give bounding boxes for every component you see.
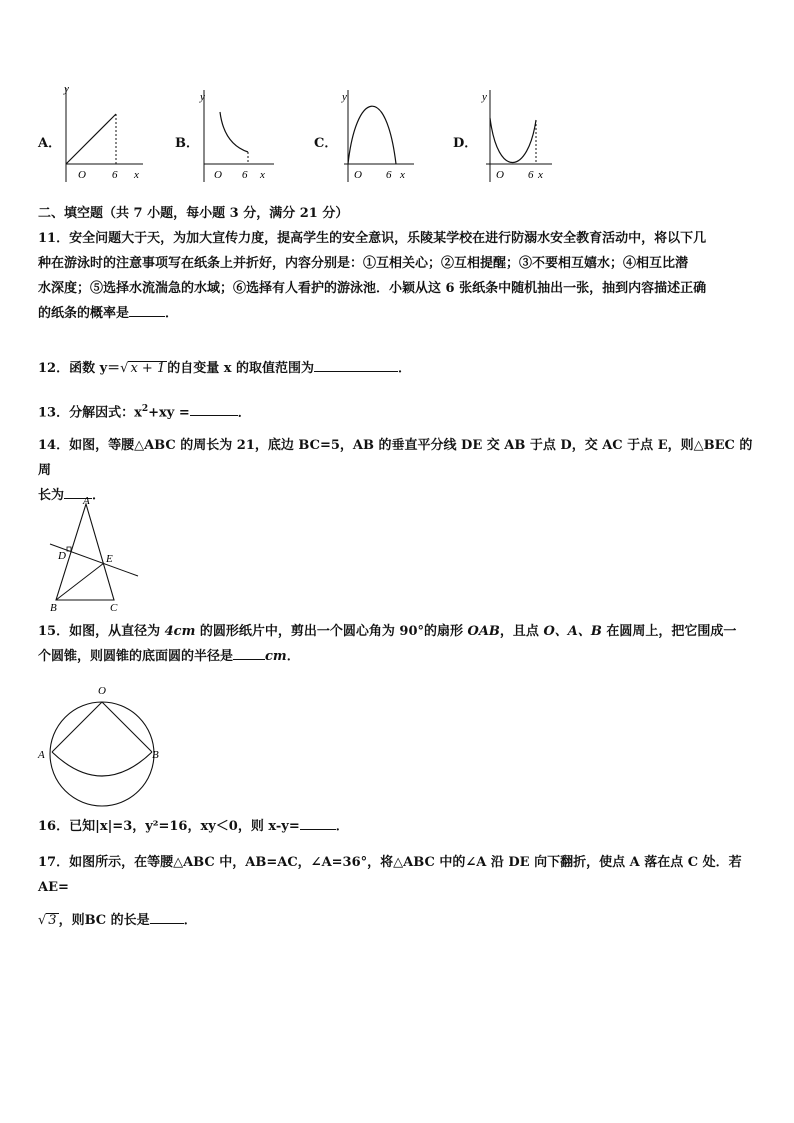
radicand: x + 1 [130, 361, 166, 376]
axis-y: y [342, 91, 347, 103]
answer-blank[interactable] [233, 645, 265, 660]
question-16: 16．已知|x|=3，y²=16，xy＜0，则 x-y= ． [38, 814, 758, 839]
question-13: 13．分解因式：$x^2+xy$ = ． [38, 397, 758, 425]
option-b-graph [196, 82, 286, 186]
circle-sector-figure [36, 682, 166, 812]
label-c: C [110, 602, 118, 614]
axis-x: x [134, 169, 139, 181]
tick-6: 6 [112, 169, 118, 181]
option-d-graph [478, 82, 568, 186]
origin: O [354, 169, 362, 181]
axis-y: y [64, 83, 69, 95]
question-17: 17．如图所示，在等腰△ABC 中，AB=AC，∠A=36°，将△ABC 中的∠A 沿 DE 向下翻折，使点 A 落在点 C 处．若 AE= √ 3 ，则BC 的长是 ． [38, 855, 742, 928]
answer-blank[interactable] [150, 909, 184, 924]
label-a: A [38, 749, 45, 761]
option-c-graph [336, 82, 426, 186]
axis-x: x [260, 169, 265, 181]
curve [220, 112, 248, 152]
label-o: O [98, 685, 106, 697]
curve [490, 118, 536, 163]
question-12: 12．函数 y＝√ x + 1 的自变量 x 的取值范围为 ． [38, 356, 758, 381]
label-b: B [50, 602, 57, 614]
label-b: B [152, 749, 159, 761]
question-15: 15．如图，从直径为 4cm 的圆形纸片中，剪出一个圆心角为 90°的扇形 OAB，且点 O、A、B 在圆周上，把它围成一 个圆锥，则圆锥的底面圆的半径是 cm． [38, 624, 737, 664]
axis-x: x [538, 169, 543, 181]
axis-x: x [400, 169, 405, 181]
origin: O [496, 169, 504, 181]
radicand: 3 [48, 913, 57, 928]
label-e: E [106, 553, 113, 565]
option-a-graph [58, 82, 148, 186]
q11-line2: 种在游泳时的注意事项写在纸条上并折好，内容分别是：①互相关心；②互相提醒；③不要相互嬉水；④相互比潜 [38, 256, 689, 271]
option-c-label: C． [314, 136, 338, 151]
question-11 [38, 226, 758, 326]
triangle-figure [46, 494, 146, 618]
axis-y: y [200, 91, 205, 103]
answer-blank[interactable] [190, 401, 238, 416]
tick-6: 6 [386, 169, 392, 181]
answer-blank[interactable] [314, 357, 398, 372]
line-curve [66, 114, 116, 164]
question-14: 14．如图，等腰△ABC 的周长为 21，底边 BC=5，AB 的垂直平分线 DE 交 AB 于点 D，交 AC 于点 E，则△BEC 的周 长为 ． [38, 438, 753, 503]
option-a-label: A． [38, 136, 62, 151]
tick-6: 6 [528, 169, 534, 181]
option-b-label: B． [175, 136, 199, 151]
answer-blank[interactable] [129, 302, 165, 317]
origin: O [78, 169, 86, 181]
curve [348, 106, 396, 164]
option-d-label: D． [453, 136, 478, 151]
q11-line1: 11．安全问题大于天，为加大宣传力度，提高学生的安全意识，乐陵某学校在进行防溺水安全教育活动中，将以下几 [38, 231, 707, 246]
tick-6: 6 [242, 169, 248, 181]
origin: O [214, 169, 222, 181]
axis-y: y [482, 91, 487, 103]
answer-blank[interactable] [300, 815, 336, 830]
q11-line3: 水深度；⑤选择水流湍急的水域；⑥选择有人看护的游泳池．小颖从这 6 张纸条中随机抽出一张，抽到内容描述正确 [38, 281, 707, 296]
section-title: 二、填空题（共 7 小题，每小题 3 分，满分 21 分） [38, 206, 349, 221]
q11-line4: 的纸条的概率是 ． [38, 301, 758, 326]
label-a: A [83, 495, 90, 507]
label-d: D [58, 550, 66, 562]
